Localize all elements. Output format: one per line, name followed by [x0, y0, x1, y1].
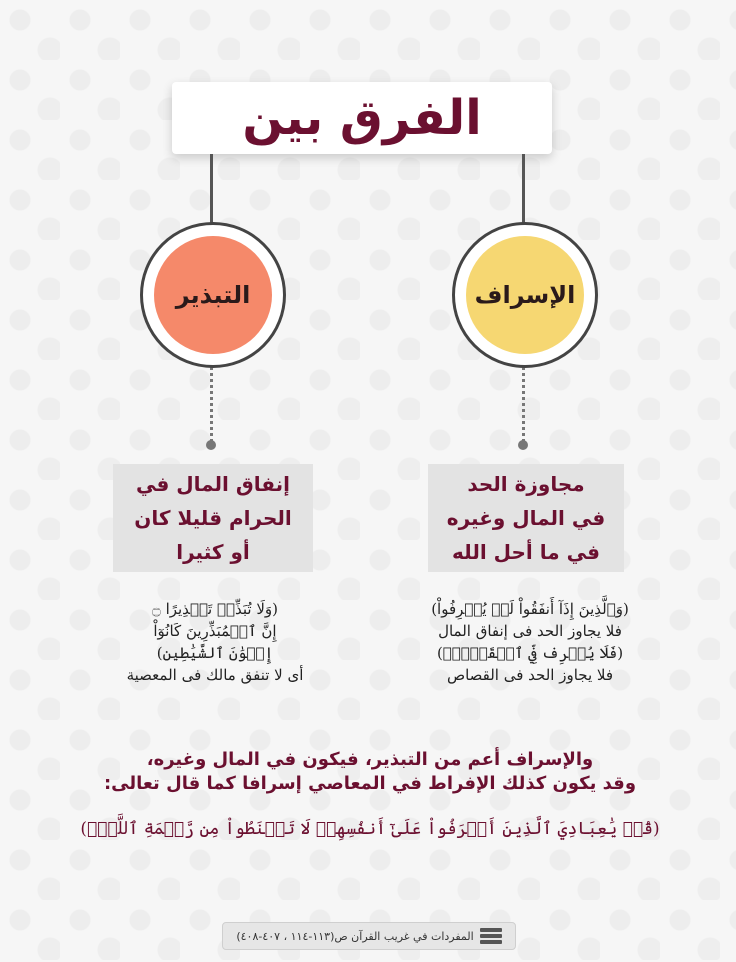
left-definition-line: أو كثيرا [176, 540, 250, 564]
left-quote-line: إِخۡوَٰنَ ٱلشَّيَٰطِينِ) [156, 644, 274, 662]
right-quote-line: فلا يجاوز الحد فى إنفاق المال [438, 622, 622, 640]
right-dashed-line [522, 362, 525, 442]
left-dashed-line [210, 362, 213, 442]
books-icon [480, 928, 502, 944]
right-definition-line: في ما أحل الله [452, 540, 600, 564]
left-dot [206, 440, 216, 450]
left-definition-box [113, 464, 313, 572]
page-title: الفرق بين [242, 90, 482, 146]
right-definition-line: مجاوزة الحد [467, 472, 585, 496]
left-connector-line [210, 154, 213, 226]
left-definition-line: إنفاق المال في [135, 472, 291, 496]
right-definition-line: في المال وغيره [446, 506, 606, 530]
left-term-ring [140, 222, 286, 368]
left-quote-line: (وَلَا تُبَذِّرۡ تَبۡذِيرًا ۝ [152, 600, 278, 618]
summary-line: والإسراف أعم من التبذير، فيكون في المال وغيره، [146, 749, 594, 770]
right-term-ring [452, 222, 598, 368]
verse-text: (قُلۡ يَٰعِبَادِيَ ٱلَّذِينَ أَسۡرَفُواْ عَلَىٰٓ أَنفُسِهِمۡ لَا تَقۡنَطُواْ مِن رَّحۡمَةِ ٱللَّهِۚ) [80, 819, 660, 839]
left-term-circle: التبذير [154, 236, 272, 354]
left-quote-line: إِنَّ ٱلۡمُبَذِّرِينَ كَانُوٓاْ [153, 622, 277, 640]
right-quote-line: (فَلَا يُسۡرِف فِّي ٱلۡقَتۡلِۖ) [436, 644, 624, 662]
left-quote [100, 598, 330, 686]
right-connector-line [522, 154, 525, 226]
left-quote-line: أى لا تنفق مالك فى المعصية [126, 666, 304, 684]
right-definition-box [428, 464, 624, 572]
right-quote-line: (وَٱلَّذِينَ إِذَآ أَنفَقُواْ لَمۡ يُسۡرِفُواْ) [431, 600, 629, 618]
left-definition-line: الحرام قليلا كان [134, 506, 292, 530]
right-term-circle: الإسراف [466, 236, 584, 354]
summary-line: وقد يكون كذلك الإفراط في المعاصي إسرافا كما قال تعالى: [103, 773, 637, 794]
title-box [172, 82, 552, 154]
source-citation [222, 922, 516, 950]
right-quote-line: فلا يجاوز الحد فى القصاص [446, 666, 614, 684]
right-quote [410, 598, 650, 686]
right-dot [518, 440, 528, 450]
summary-text [40, 748, 700, 796]
source-text: المفردات في غريب القرآن ص(١١٣-١١٤ ، ٤٠٧-٤٠٨) [236, 929, 474, 943]
